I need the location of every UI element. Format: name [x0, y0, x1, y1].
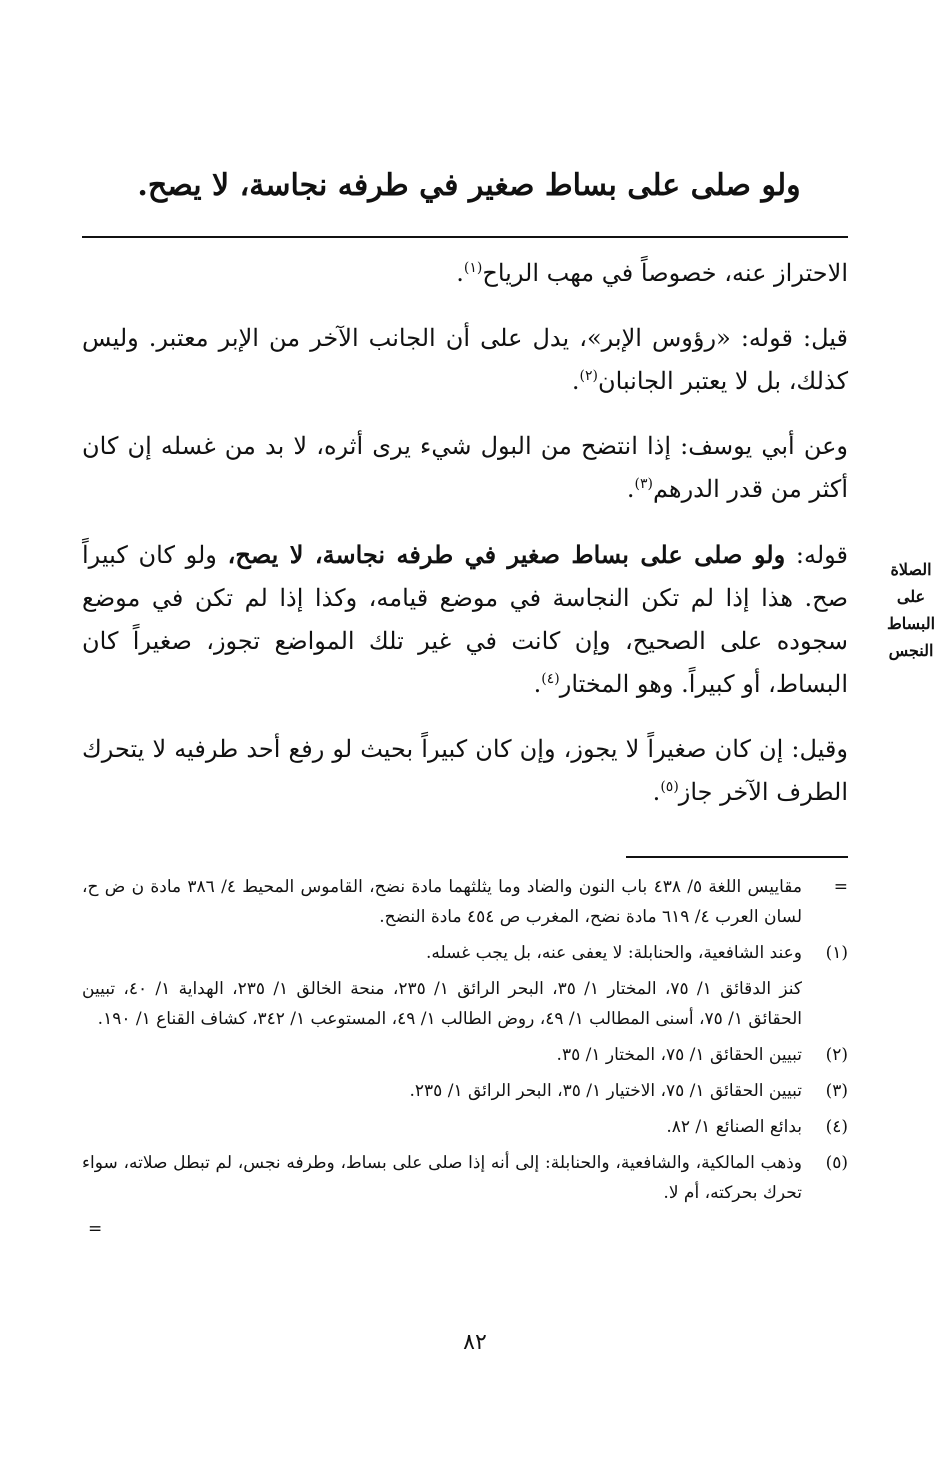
paragraph: وقيل: إن كان صغيراً لا يجوز، وإن كان كبيراً بحيث لو رفع أحد طرفيه لا يتحرك الطرف الآخر جاز$^{(٥)}$. — [82, 735, 848, 806]
paragraph: قيل: قوله: «رؤوس الإبر»، يدل على أن الجانب الآخر من الإبر معتبر. وليس كذلك، بل لا يعتبر الجانبان$^{(٢)}$. — [82, 324, 848, 395]
footnote-item: (٢) تبيين الحقائق ١/ ٧٥، المختار ١/ ٣٥. — [556, 1045, 848, 1065]
header-rule — [82, 236, 848, 238]
footnote-ref: (٤) — [541, 671, 560, 687]
paragraph: الاحتراز عنه، خصوصاً في مهب الرياح$^{(١)}$. — [456, 259, 848, 287]
footnote-item: (٤) بدائع الصنائع ١/ ٨٢. — [666, 1117, 848, 1137]
footnote-ref: (١) — [463, 260, 483, 276]
footnote-continuation-mark: = — [88, 1219, 103, 1239]
footnote-item: (٣) تبيين الحقائق ١/ ٧٥، الاختيار ١/ ٣٥، البحر الرائق ١/ ٢٣٥. — [409, 1081, 848, 1101]
footnote-item: = مقاييس اللغة ٥/ ٤٣٨ باب النون والضاد وما يثلثهما مادة نضح، القاموس المحيط ٤/ ٣٨٦ مادة ن ض ح، لسان العرب ٤/ ٦١٩ مادة نضح، المغرب ص ٤٥٤ مادة النضح. — [82, 877, 848, 927]
footnote-rule — [626, 856, 848, 858]
quoted-matn: ولو صلى على بساط صغير في طرفه نجاسة، لا يصح، — [227, 540, 786, 569]
page-number: ٨٢ — [463, 1330, 487, 1355]
margin-note: الصلاة على البساط النجس — [886, 560, 936, 660]
footnote-ref: (٥) — [660, 779, 679, 795]
footnote-item: كنز الدقائق ١/ ٧٥، المختار ١/ ٣٥، البحر الرائق ١/ ٢٣٥، منحة الخالق ١/ ٢٣٥، الهداية ١/ ٤٠، تبيين الحقائق ١/ ٧٥، أسنى المطالب ١/ ٤٩، روض الطالب ١/ ٤٩، المستوعب ١/ ٣٤٢، كشاف القناع ١/ ١٩٠. — [82, 979, 803, 1029]
footnote-ref: (٣) — [634, 476, 653, 492]
paragraph: وعن أبي يوسف: إذا انتضح من البول شيء يرى أثره، لا بد من غسله إن كان أكثر من قدر الدرهم$^{(٣)}$. — [82, 432, 848, 503]
paragraph: قوله: ولو صلى على بساط صغير في طرفه نجاسة، لا يصح، ولو كان كبيراً صح. هذا إذا لم تكن النجاسة في موضع قيامه، وكذا إذا لم تكن في موضع سجوده على الصحيح، وإن كانت في غير تلك المواضع تجوز، صغيراً كان البساط، أو كبيراً. وهو المختار$^{(٤)}$. — [82, 540, 849, 698]
footnote-item: (٥) وذهب المالكية، والشافعية، والحنابلة: إلى أنه إذا صلى على بساط، وطرفه نجس، لم تبطل صلاته، سواء تحرك بحركته، أم لا. — [82, 1153, 848, 1203]
footnote-item: (١) وعند الشافعية، والحنابلة: لا يعفى عنه، بل يجب غسله. — [425, 943, 848, 963]
footnotes — [82, 872, 848, 1244]
footnote-ref: (٢) — [579, 368, 598, 384]
running-header: ولو صلى على بساط صغير في طرفه نجاسة، لا يصح. — [137, 168, 801, 203]
main-text — [82, 252, 848, 836]
